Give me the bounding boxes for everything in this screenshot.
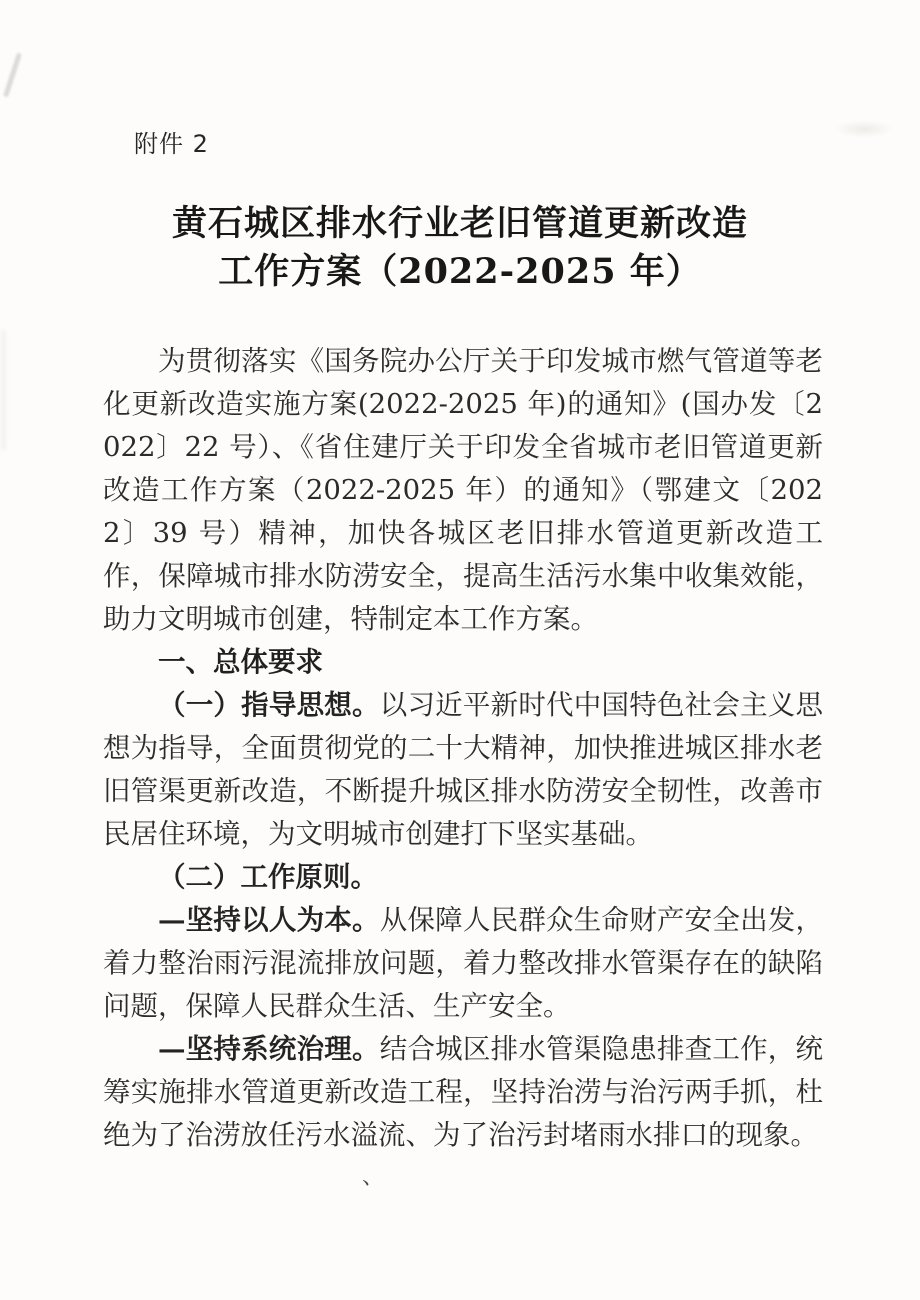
paragraph-lead: （二）工作原则。 — [158, 861, 378, 893]
scan-artifact — [3, 52, 22, 97]
paragraph — [103, 856, 823, 899]
scan-artifact — [834, 120, 894, 138]
scan-artifact — [2, 330, 5, 450]
section-heading: 一、总体要求 — [158, 646, 323, 678]
stray-punctuation-mark: 、 — [362, 1165, 385, 1190]
paragraph: —坚持以人为本。从保障人民群众生命财产安全出发，着力整治雨污混流排放问题，着力整改排水管渠存在的缺陷问题，保障人民群众生活、生产安全。 — [103, 904, 824, 1022]
paragraph: （一）指导思想。以习近平新时代中国特色社会主义思想为指导，全面贯彻党的二十大精神，加快推进城区排水老旧管渠更新改造，不断提升城区排水防涝安全韧性，改善市民居住环境，为文明城市创建打下坚实基础。 — [103, 689, 824, 850]
paragraph-lead: —坚持以人为本。 — [158, 904, 380, 936]
paragraph-lead: —坚持系统治理。 — [158, 1033, 380, 1065]
paragraph-lead: （一）指导思想。 — [158, 689, 380, 721]
document-paragraphs — [103, 340, 823, 1157]
paragraph: —坚持系统治理。结合城区排水管渠隐患排查工作，统筹实施排水管道更新改造工程，坚持治涝与治污两手抓，杜绝为了治涝放任污水溢流、为了治污封堵雨水排口的现象。 — [103, 1033, 824, 1151]
document-title — [0, 200, 920, 296]
document-title-line1: 黄石城区排水行业老旧管道更新改造 — [171, 203, 748, 244]
paragraph: 为贯彻落实《国务院办公厅关于印发城市燃气管道等老化更新改造实施方案(2022-2025 年)的通知》(国办发〔2022〕22 号）、《省住建厅关于印发全省城市老旧管道更新改造工作方案（2022-2025 年）的通知》（鄂建文〔2022〕39 号）精神，加快各城区老旧排水管道更新改造工作，保障城市排水防涝安全，提高生活污水集中收集效能，助力文明城市创建，特制定本工作方案。 — [103, 345, 823, 635]
document-title-line2: 工作方案（2022-2025 年） — [218, 251, 702, 292]
attachment-label: 附件 2 — [134, 130, 209, 158]
